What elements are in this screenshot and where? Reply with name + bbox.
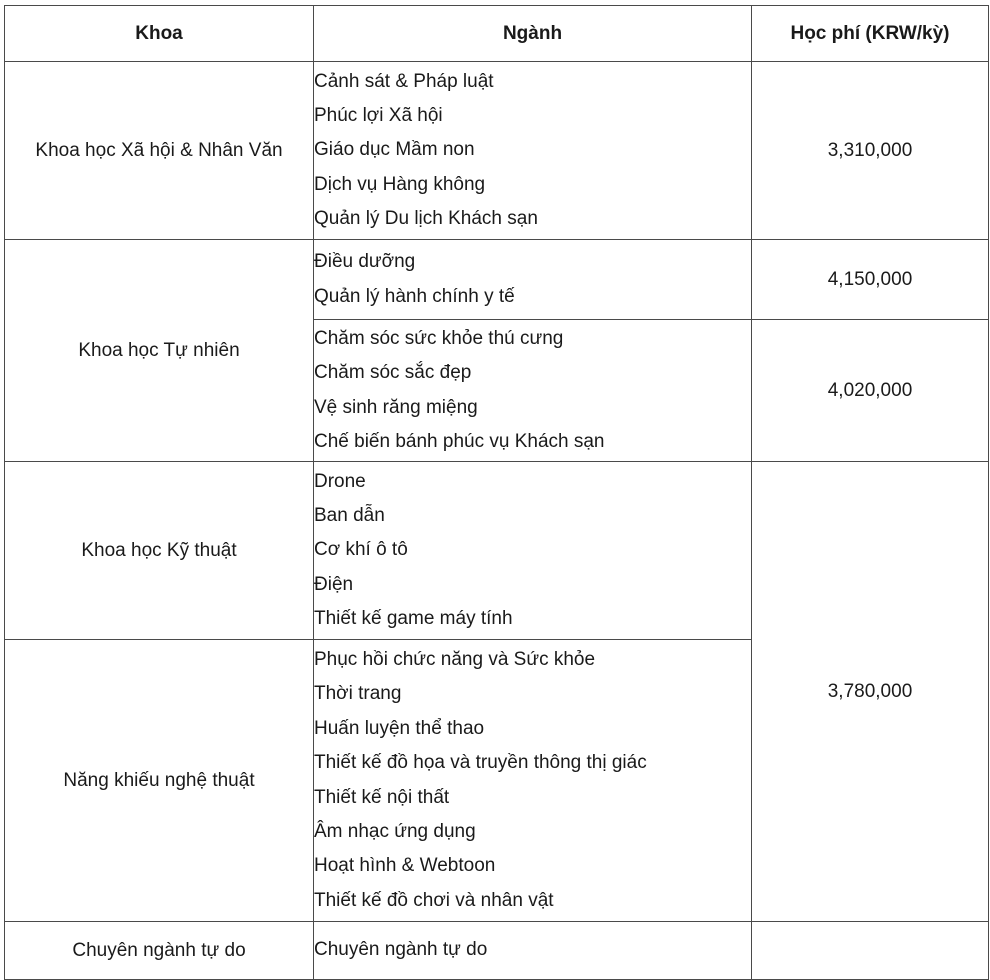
major-item: Thiết kế đồ họa và truyền thông thị giác xyxy=(314,752,647,774)
major-item: Thiết kế đồ chơi và nhân vật xyxy=(314,889,554,911)
major-list xyxy=(314,240,752,320)
major-item: Ban dẫn xyxy=(314,504,385,526)
faculty-cell: Năng khiếu nghệ thuật xyxy=(5,640,314,922)
table-header-row xyxy=(5,6,989,62)
fee-cell xyxy=(752,922,989,980)
header-fee: Học phí (KRW/kỳ) xyxy=(752,6,989,62)
tuition-fee-table xyxy=(4,5,989,980)
major-item: Thiết kế game máy tính xyxy=(314,608,513,630)
major-list xyxy=(314,62,752,240)
faculty-cell: Chuyên ngành tự do xyxy=(5,922,314,980)
major-item: Vệ sinh răng miệng xyxy=(314,396,478,418)
major-item: Chăm sóc sắc đẹp xyxy=(314,362,472,384)
major-list xyxy=(314,462,752,640)
major-item: Cơ khí ô tô xyxy=(314,539,408,561)
header-major: Ngành xyxy=(314,6,752,62)
major-item: Dịch vụ Hàng không xyxy=(314,173,486,195)
major-list xyxy=(314,640,752,922)
major-list xyxy=(314,922,752,980)
major-item: Thời trang xyxy=(314,683,402,705)
major-item: Huấn luyện thể thao xyxy=(314,717,485,739)
major-item: Drone xyxy=(314,470,366,492)
faculty-cell: Khoa học Xã hội & Nhân Văn xyxy=(5,62,314,240)
fee-cell: 4,020,000 xyxy=(752,320,989,462)
table-row xyxy=(5,62,989,240)
major-item: Điện xyxy=(314,573,354,595)
major-item: Chế biến bánh phúc vụ Khách sạn xyxy=(314,430,605,452)
fee-cell: 3,310,000 xyxy=(752,62,989,240)
major-item: Phục hồi chức năng và Sức khỏe xyxy=(314,648,596,670)
fee-cell: 3,780,000 xyxy=(752,462,989,922)
fee-cell: 4,150,000 xyxy=(752,240,989,320)
major-item: Quản lý Du lịch Khách sạn xyxy=(314,208,538,230)
major-item: Chuyên ngành tự do xyxy=(314,939,488,961)
faculty-cell: Khoa học Tự nhiên xyxy=(5,240,314,462)
major-item: Phúc lợi Xã hội xyxy=(314,104,443,126)
major-item: Cảnh sát & Pháp luật xyxy=(314,70,494,92)
header-faculty: Khoa xyxy=(5,6,314,62)
major-item: Âm nhạc ứng dụng xyxy=(314,820,476,842)
table-row xyxy=(5,462,989,640)
major-item: Giáo dục Mầm non xyxy=(314,139,475,161)
faculty-cell: Khoa học Kỹ thuật xyxy=(5,462,314,640)
table-row xyxy=(5,922,989,980)
major-item: Quản lý hành chính y tế xyxy=(314,285,515,307)
major-item: Điều dưỡng xyxy=(314,251,416,273)
major-item: Chăm sóc sức khỏe thú cưng xyxy=(314,327,564,349)
major-item: Thiết kế nội thất xyxy=(314,786,450,808)
major-item: Hoạt hình & Webtoon xyxy=(314,855,496,877)
major-list xyxy=(314,320,752,462)
table-row xyxy=(5,240,989,320)
